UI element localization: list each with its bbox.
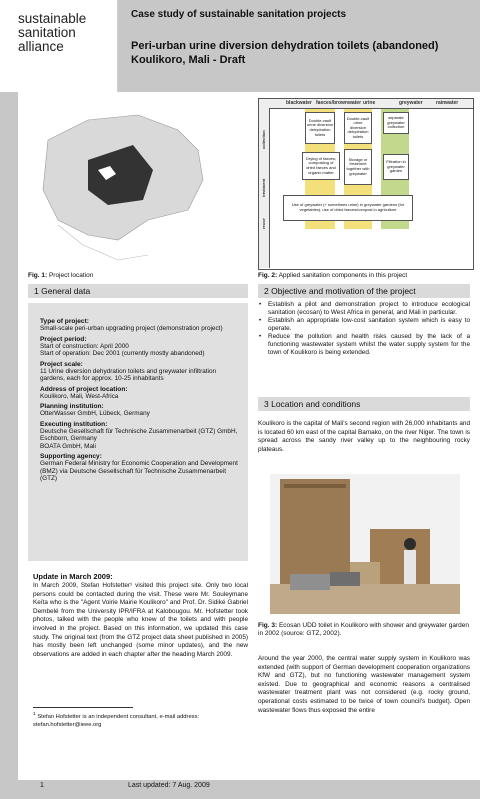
- list-item: • Reduce the pollution and health risks caused by the lack of a functioning wastewater system whilst the water supply system for the town of Koulikoro is being extended.: [258, 333, 470, 356]
- map-of-mali-image: [28, 100, 238, 270]
- udd-toilet-box: Double-vault urine diversion dehydration toilets: [305, 112, 335, 144]
- footnote-text: Stefan Hofstetter is an independent consultant, e-mail address: stefan.hofstetter@ieee.org: [33, 713, 200, 728]
- fig3-caption: [258, 622, 470, 638]
- field-value: OtterWasser GmbH, Lübeck, Germany: [40, 410, 150, 417]
- field-value: Start of construction: April 2000 Start of operation: Dec 2001 (currently mostly abandoned): [40, 342, 205, 357]
- section-heading-location: 3 Location and conditions: [258, 397, 470, 411]
- logo-line: sustainable: [18, 11, 87, 26]
- field-label: Address of project location:: [40, 385, 128, 393]
- case-study-label: Case study of sustainable sanitation projects: [131, 9, 347, 20]
- footnote: [33, 711, 248, 729]
- matrix-col-header: blackwater: [286, 100, 312, 106]
- matrix-col-header: urine: [363, 100, 376, 106]
- field-value: Small-scale peri-urban upgrading project (demonstration project): [40, 325, 223, 332]
- matrix-row-label: reuse: [261, 218, 266, 229]
- field-label: Project period:: [40, 335, 87, 343]
- document-title: [131, 39, 471, 67]
- field-label: Type of project:: [40, 318, 89, 325]
- greywater-collection-box: separate greywater collection: [383, 112, 409, 134]
- sanitation-components-matrix: [258, 98, 474, 270]
- field-value: 11 Urine diversion dehydration toilets and greywater infiltration gardens, each for approx. 10-25 inhabitants: [40, 367, 217, 382]
- fig-number: Fig. 1:: [28, 272, 48, 279]
- logo-line: sanitation: [18, 25, 76, 40]
- caption-text: Ecosan UDD toilet in Koulikoro with shower and greywater garden in 2002 (source: GTZ, 2002).: [258, 622, 469, 637]
- title-line: Koulikoro, Mali - Draft: [131, 54, 246, 66]
- faeces-drying-box: Drying of faeces; composting of dried faeces and organic matter: [302, 152, 340, 180]
- field-value: Deutsche Gesellschaft für Technische Zusammenarbeit (GTZ) GmbH, Eschborn, Germany BOATA GmbH, Mali: [40, 427, 238, 450]
- section-heading-objective: 2 Objective and motivation of the project: [258, 284, 470, 298]
- footer-band: [0, 780, 480, 799]
- last-updated: Last updated: 7 Aug. 2009: [128, 782, 210, 789]
- left-gray-strip: [0, 92, 18, 799]
- field-label: Planning institution:: [40, 403, 104, 410]
- field-value: German Federal Ministry for Economic Cooperation and Development (BMZ) via Deutsche Gesellschaft für Technische Zusammenarbeit (GTZ): [40, 460, 238, 482]
- fig2-caption: [258, 272, 407, 279]
- list-item: • Establish a pilot and demonstration project to introduce ecological sanitation (ecosan) to West Africa in general, and Mali in particular.: [258, 301, 470, 316]
- page-number: 1: [40, 782, 44, 789]
- toilet-photo-image: [270, 474, 460, 614]
- sustainable-sanitation-alliance-logo: [18, 12, 86, 54]
- location-paragraph: Koulikoro is the capital of Mali's second region with 26,000 inhabitants and is located 60 km east of the capital Bamako, on the river Niger. The town is spread across the sandy river valley up to the neighbouring rocky plateaus.: [258, 420, 470, 453]
- title-line: Peri-urban urine diversion dehydration toilets (abandoned): [131, 40, 439, 52]
- fig1-caption: [28, 272, 93, 279]
- caption-text: Project location: [47, 272, 94, 279]
- footnote-rule: [33, 707, 133, 708]
- update-heading: Update in March 2009:: [33, 572, 113, 581]
- caption-text: Applied sanitation components in this project: [277, 272, 408, 279]
- matrix-row-label: collection: [261, 130, 266, 149]
- list-item: • Establish an appropriate low-cost sanitation system which is easy to operate.: [258, 317, 470, 332]
- udd-toilet-box: Double-vault urine diversion dehydration toilets: [344, 112, 372, 144]
- fig-number: Fig. 2:: [258, 272, 278, 279]
- field-value: Koulikoro, Mali, West-Africa: [40, 392, 119, 400]
- update-paragraph: In March 2009, Stefan Hofstetter¹ visited this project site. Only two local persons could be contacted during the visit. These were Mr. Souleymane Keïta who is the "Agent Voirie Mairie Koulikoro" and Prof. Dr. Sidiké Gabriel Dembelé from the University IPR/IFRA at Kalobougou. Mr. Hofstetter took photos, talked with the people who knew of the toilets and with people involved in the project. Based on this information, we updated this case study. The original text (from the GTZ project data sheet published in 2005) has mostly been left unchanged (some minor updates), and the new observations are added in each chapter after the heading March 2009.: [33, 582, 248, 658]
- location-paragraph-2: Around the year 2000, the central water supply system in Koulikoro was extended (with support of German development cooperation organizations KfW and GTZ), but no functioning wastewater management system existed. Due to geographical and economic reasons a centralised wastewater treatment plant was not considered (e.g. rocky ground, operational costs estimated to be twice of town council's budget). Open wastewater flows thus exposed the entire: [258, 655, 470, 714]
- fig-number: Fig. 3:: [258, 622, 278, 629]
- field-label: Project scale:: [40, 360, 83, 368]
- matrix-col-header: greywater: [399, 100, 423, 106]
- field-label: Supporting agency:: [40, 453, 102, 460]
- matrix-row-label: treatment: [261, 178, 266, 197]
- footnote-number: 1: [33, 712, 36, 717]
- objectives-list: [258, 301, 470, 357]
- reuse-box: Use of greywater (+ sometimes urine) in greywater gardens (for vegetables), use of dried faeces/compost in agriculture: [283, 195, 413, 221]
- field-label: Executing institution:: [40, 420, 108, 428]
- urine-storage-box: Storage or treatment together with greywater: [344, 149, 372, 185]
- section-heading-general-data: 1 General data: [28, 284, 248, 298]
- logo-line: alliance: [18, 39, 64, 54]
- matrix-col-header: rainwater: [436, 100, 459, 106]
- general-data-list: [40, 318, 240, 483]
- matrix-col-header: faeces/brownwater: [316, 100, 362, 106]
- filtration-box: Filtration in greywater garden: [383, 154, 409, 180]
